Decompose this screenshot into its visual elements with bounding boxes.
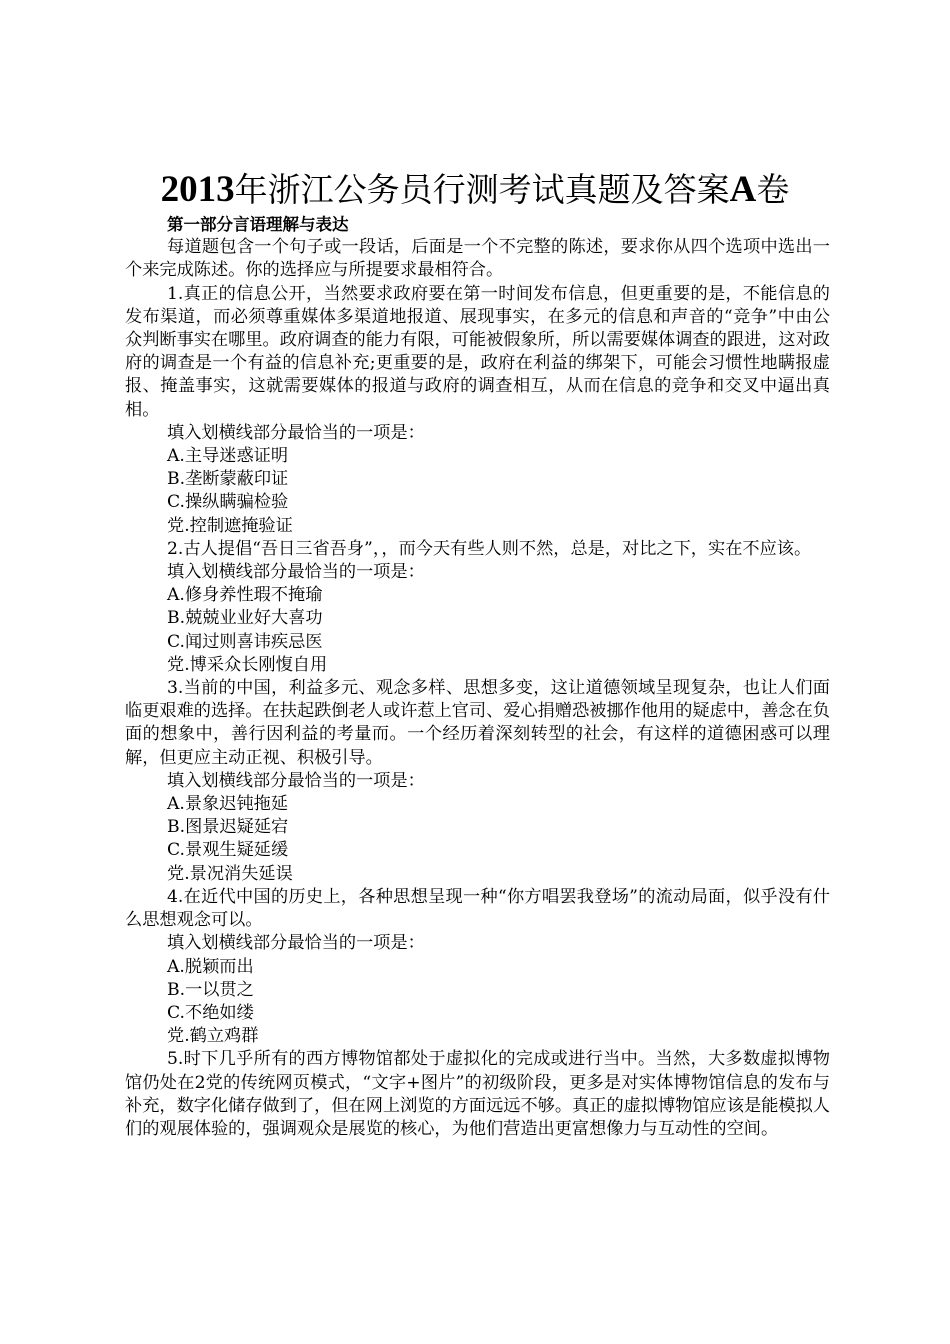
title-year: 2013 (160, 169, 235, 210)
option-d: 党.博采众长刚愎自用 (167, 654, 328, 675)
title-suffix: 卷 (756, 170, 790, 209)
option-c: C.景观生疑延缓 (167, 840, 289, 861)
option-c: C.操纵瞒骗检验 (167, 492, 289, 513)
question-2 (125, 538, 830, 677)
question-prompt: 填入划横线部分最恰当的一项是： (167, 562, 425, 583)
option-a: A.脱颖而出 (167, 956, 254, 977)
option-b: B.兢兢业业好大喜功 (167, 608, 323, 629)
option-d: 党.景况消失延误 (167, 863, 293, 884)
option-d: 党.鹤立鸡群 (167, 1026, 259, 1047)
option-c: C.不绝如缕 (167, 1002, 254, 1023)
question-1 (125, 283, 830, 538)
option-b: B.垄断蒙蔽印证 (167, 469, 289, 490)
question-stem: 5.时下几乎所有的西方博物馆都处于虚拟化的完成或进行当中。当然，大多数虚拟博物馆仍处在2党的传统网页模式，“文字+图片”的初级阶段，更多是对实体博物馆信息的发布与补充，数字化储存做到了，但在网上浏览的方面远远不够。真正的虚拟博物馆应该是能模拟人们的观展体验的，强调观众是展览的核心，为他们营造出更富想像力与互动性的空间。 (125, 1049, 830, 1139)
document-body (125, 213, 830, 1141)
option-a: A.修身养性瑕不掩瑜 (167, 585, 323, 606)
option-a: A.景象迟钝拖延 (167, 794, 289, 815)
section-heading: 第一部分言语理解与表达 (167, 215, 349, 234)
question-prompt: 填入划横线部分最恰当的一项是： (167, 770, 425, 791)
question-stem: 3.当前的中国，利益多元、观念多样、思想多变，这让道德领域呈现复杂，也让人们面临更艰难的选择。在扶起跌倒老人或许惹上官司、爱心捐赠恐被挪作他用的疑虑中，善念在负面的想象中，善行因利益的考量而。一个经历着深刻转型的社会，有这样的道德困惑可以理解，但更应主动正视、积极引导。 (125, 678, 830, 768)
question-prompt: 填入划横线部分最恰当的一项是： (167, 933, 425, 954)
question-5 (125, 1048, 830, 1141)
title-letter: A (729, 169, 757, 210)
option-a: A.主导迷惑证明 (167, 446, 289, 467)
page-title (100, 168, 850, 212)
question-stem: 2.古人提倡“吾日三省吾身”，，而今天有些人则不然，总是，对比之下，实在不应该。 (167, 538, 812, 559)
option-d: 党.控制遮掩验证 (167, 515, 293, 536)
instructions-paragraph: 每道题包含一个句子或一段话，后面是一个不完整的陈述，要求你从四个选项中选出一个来完成陈述。你的选择应与所提要求最相符合。 (125, 237, 830, 281)
option-c: C.闻过则喜讳疾忌医 (167, 631, 323, 652)
question-3 (125, 677, 830, 886)
question-stem: 1.真正的信息公开，当然要求政府要在第一时间发布信息，但更重要的是，不能信息的发布渠道，而必须尊重媒体多渠道地报道、展现事实，在多元的信息和声音的“竞争”中由公众判断事实在哪里。政府调查的能力有限，可能被假象所，所以需要媒体调查的跟进，这对政府的调查是一个有益的信息补充;更重要的是，政府在利益的绑架下，可能会习惯性地瞒报虚报、掩盖事实，这就需要媒体的报道与政府的调查相互，从而在信息的竞争和交叉中逼出真相。 (125, 283, 830, 420)
option-b: B.一以贯之 (167, 979, 254, 1000)
option-b: B.图景迟疑延宕 (167, 817, 289, 838)
question-4 (125, 886, 830, 1048)
question-stem: 4.在近代中国的历史上，各种思想呈现一种“你方唱罢我登场”的流动局面，似乎没有什么思想观念可以。 (125, 886, 830, 931)
title-middle: 年浙江公务员行测考试真题及答案 (234, 170, 730, 209)
question-prompt: 填入划横线部分最恰当的一项是： (167, 422, 425, 443)
